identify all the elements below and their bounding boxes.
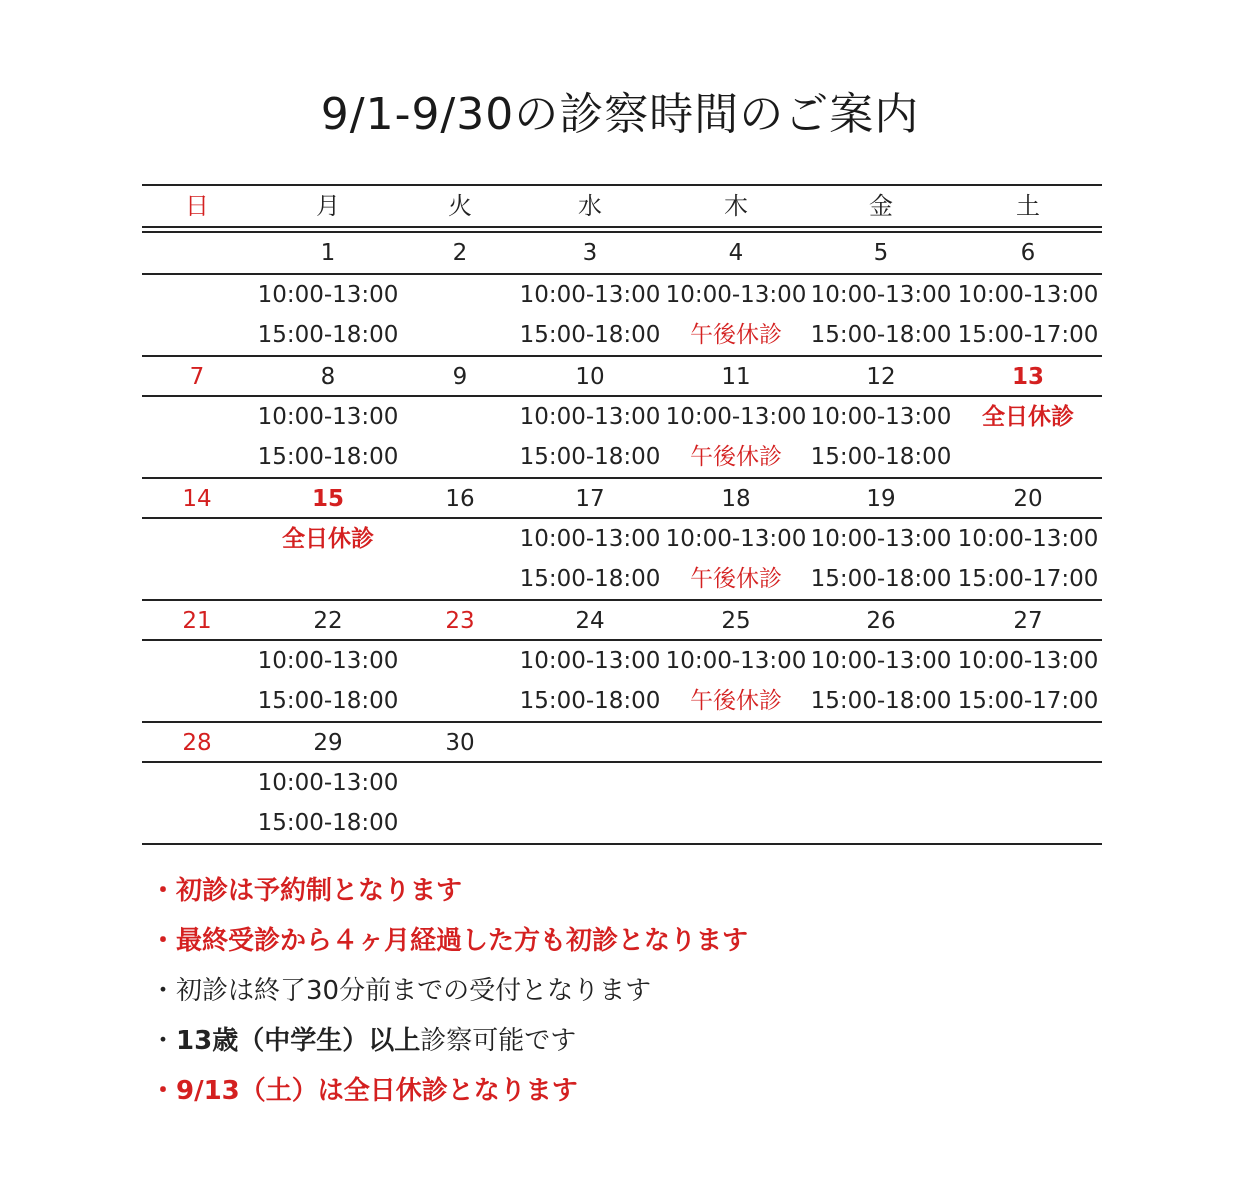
date-cell: 27 <box>1013 608 1043 634</box>
afternoon-hours-cell: 15:00-18:00 <box>519 444 661 470</box>
morning-hours-cell <box>404 519 516 559</box>
notes-list <box>150 866 748 1116</box>
weekday-sat: 土 <box>1016 192 1040 220</box>
date-cell: 14 <box>182 486 212 512</box>
header-divider <box>142 226 1102 233</box>
morning-hours-cell <box>142 763 252 803</box>
morning-hours-cell: 10:00-13:00 <box>519 282 661 308</box>
morning-hours-cell: 10:00-13:00 <box>519 648 661 674</box>
date-cell: 10 <box>575 364 605 390</box>
morning-hours-cell <box>404 641 516 681</box>
date-cell: 7 <box>189 364 205 390</box>
afternoon-hours-cell: 15:00-17:00 <box>957 322 1099 348</box>
date-cell: 18 <box>721 486 751 512</box>
morning-hours-cell: 10:00-13:00 <box>519 526 661 552</box>
morning-hours-cell <box>142 519 252 559</box>
page-title: 9/1-9/30の診察時間のご案内 <box>320 89 920 140</box>
date-cell: 24 <box>575 608 605 634</box>
date-cell: 23 <box>445 608 475 634</box>
afternoon-hours-cell: 15:00-18:00 <box>257 810 399 836</box>
morning-hours-cell: 10:00-13:00 <box>519 404 661 430</box>
afternoon-hours-cell: 15:00-17:00 <box>957 566 1099 592</box>
weekday-fri: 金 <box>869 192 893 220</box>
week-3-dates-row <box>142 477 1102 517</box>
afternoon-hours-cell: 午後休診 <box>690 444 782 470</box>
afternoon-hours-cell <box>142 559 252 599</box>
weekday-header <box>142 184 1102 226</box>
morning-hours-cell <box>664 763 808 803</box>
date-cell: 2 <box>452 240 468 266</box>
date-cell: 25 <box>721 608 751 634</box>
date-cell: 20 <box>1013 486 1043 512</box>
week-4-am-row <box>142 641 1102 681</box>
date-cell: 22 <box>313 608 343 634</box>
date-cell: 6 <box>1020 240 1036 266</box>
weekday-mon: 月 <box>316 192 340 220</box>
week-2-pm-row <box>142 437 1102 477</box>
afternoon-hours-cell: 15:00-18:00 <box>257 444 399 470</box>
date-cell: 5 <box>873 240 889 266</box>
afternoon-hours-cell <box>404 315 516 355</box>
morning-hours-cell: 10:00-13:00 <box>665 404 807 430</box>
morning-hours-cell <box>404 275 516 315</box>
afternoon-hours-cell: 15:00-18:00 <box>810 322 952 348</box>
date-cell: 16 <box>445 486 475 512</box>
week-5-dates-row <box>142 721 1102 761</box>
date-cell <box>516 723 664 763</box>
afternoon-hours-cell <box>954 437 1102 477</box>
week-4-dates-row <box>142 599 1102 639</box>
week-2-dates-row <box>142 355 1102 395</box>
morning-hours-cell: 全日休診 <box>982 404 1074 430</box>
afternoon-hours-cell <box>404 681 516 721</box>
afternoon-hours-cell <box>404 437 516 477</box>
afternoon-hours-cell <box>142 437 252 477</box>
date-cell <box>954 723 1102 763</box>
date-cell: 4 <box>728 240 744 266</box>
date-cell: 26 <box>866 608 896 634</box>
table-bottom-line <box>142 843 1102 845</box>
morning-hours-cell: 10:00-13:00 <box>957 526 1099 552</box>
morning-hours-cell: 10:00-13:00 <box>665 526 807 552</box>
morning-hours-cell <box>142 641 252 681</box>
morning-hours-cell: 10:00-13:00 <box>257 648 399 674</box>
note-bullet: ・ <box>150 1026 177 1056</box>
calendar-table <box>142 184 1102 845</box>
date-cell: 3 <box>582 240 598 266</box>
date-cell: 1 <box>320 240 336 266</box>
morning-hours-cell: 10:00-13:00 <box>257 770 399 796</box>
weekday-thu: 木 <box>724 192 748 220</box>
week-1-am-row <box>142 275 1102 315</box>
week-1-dates-row <box>142 233 1102 273</box>
afternoon-hours-cell: 15:00-18:00 <box>519 566 661 592</box>
afternoon-hours-cell <box>808 803 954 843</box>
morning-hours-cell <box>404 397 516 437</box>
week-3-pm-row <box>142 559 1102 599</box>
afternoon-hours-cell <box>664 803 808 843</box>
morning-hours-cell: 10:00-13:00 <box>810 404 952 430</box>
afternoon-hours-cell: 15:00-18:00 <box>810 566 952 592</box>
morning-hours-cell: 全日休診 <box>282 526 374 552</box>
week-4-pm-row <box>142 681 1102 721</box>
afternoon-hours-cell: 15:00-18:00 <box>810 444 952 470</box>
week-2-am-row <box>142 397 1102 437</box>
date-cell: 12 <box>866 364 896 390</box>
afternoon-hours-cell: 15:00-17:00 <box>957 688 1099 714</box>
date-cell: 19 <box>866 486 896 512</box>
weekday-wed: 水 <box>578 192 602 220</box>
date-cell: 21 <box>182 608 212 634</box>
date-cell: 29 <box>313 730 343 756</box>
morning-hours-cell <box>404 763 516 803</box>
morning-hours-cell <box>142 275 252 315</box>
afternoon-hours-cell: 15:00-18:00 <box>257 688 399 714</box>
morning-hours-cell: 10:00-13:00 <box>957 648 1099 674</box>
note-age-rest: 診察可能です <box>420 1026 577 1056</box>
note-age-bold: 13歳（中学生）以上 <box>176 1026 421 1056</box>
note-first-visit-reservation: ・初診は予約制となります <box>150 876 463 906</box>
afternoon-hours-cell <box>404 559 516 599</box>
afternoon-hours-cell: 15:00-18:00 <box>519 322 661 348</box>
date-cell <box>808 723 954 763</box>
note-four-months: ・最終受診から４ヶ月経過した方も初診となります <box>150 926 749 956</box>
afternoon-hours-cell <box>142 681 252 721</box>
afternoon-hours-cell: 15:00-18:00 <box>257 322 399 348</box>
morning-hours-cell: 10:00-13:00 <box>665 648 807 674</box>
date-cell: 17 <box>575 486 605 512</box>
date-cell <box>664 723 808 763</box>
date-cell: 15 <box>311 486 344 512</box>
afternoon-hours-cell <box>954 803 1102 843</box>
date-cell: 30 <box>445 730 475 756</box>
afternoon-hours-cell: 午後休診 <box>690 566 782 592</box>
note-reception-deadline: ・初診は終了30分前までの受付となります <box>150 976 652 1006</box>
afternoon-hours-cell: 15:00-18:00 <box>810 688 952 714</box>
morning-hours-cell: 10:00-13:00 <box>665 282 807 308</box>
afternoon-hours-cell: 午後休診 <box>690 688 782 714</box>
morning-hours-cell: 10:00-13:00 <box>810 282 952 308</box>
morning-hours-cell: 10:00-13:00 <box>957 282 1099 308</box>
morning-hours-cell: 10:00-13:00 <box>810 526 952 552</box>
morning-hours-cell <box>142 397 252 437</box>
afternoon-hours-cell: 15:00-18:00 <box>519 688 661 714</box>
date-cell: 8 <box>320 364 336 390</box>
morning-hours-cell: 10:00-13:00 <box>257 282 399 308</box>
weekday-tue: 火 <box>448 192 472 220</box>
morning-hours-cell <box>516 763 664 803</box>
note-closed-day: ・9/13（土）は全日休診となります <box>150 1076 578 1106</box>
morning-hours-cell: 10:00-13:00 <box>257 404 399 430</box>
morning-hours-cell <box>808 763 954 803</box>
week-5-am-row <box>142 763 1102 803</box>
afternoon-hours-cell: 午後休診 <box>690 322 782 348</box>
morning-hours-cell: 10:00-13:00 <box>810 648 952 674</box>
morning-hours-cell <box>954 763 1102 803</box>
note-age-requirement <box>150 1016 748 1066</box>
afternoon-hours-cell <box>516 803 664 843</box>
week-5-pm-row <box>142 803 1102 843</box>
weekday-sun: 日 <box>185 192 209 220</box>
week-3-am-row <box>142 519 1102 559</box>
date-cell: 11 <box>721 364 751 390</box>
afternoon-hours-cell <box>142 803 252 843</box>
date-cell <box>142 233 252 273</box>
date-cell: 13 <box>1011 364 1044 390</box>
afternoon-hours-cell <box>142 315 252 355</box>
calendar-weeks <box>142 233 1102 843</box>
afternoon-hours-cell <box>252 559 404 599</box>
afternoon-hours-cell <box>404 803 516 843</box>
date-cell: 28 <box>182 730 212 756</box>
week-1-pm-row <box>142 315 1102 355</box>
date-cell: 9 <box>452 364 468 390</box>
